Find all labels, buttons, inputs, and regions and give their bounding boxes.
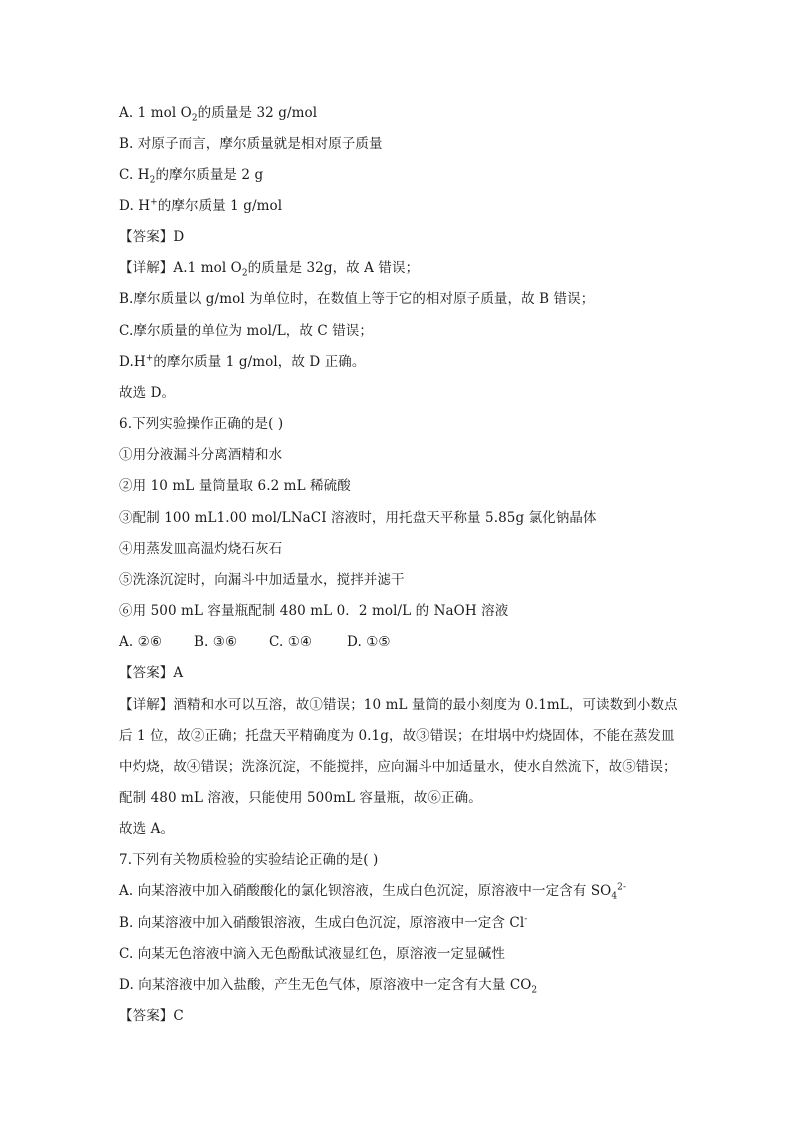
superscript: 2- — [617, 882, 627, 893]
q5-option-c — [119, 166, 263, 184]
subscript: 2 — [191, 113, 198, 124]
q6-conclusion: 故选 A。 — [119, 821, 175, 837]
q6-stem: 6.下列实验操作正确的是( ) — [119, 416, 284, 432]
subscript: 4 — [611, 891, 618, 902]
text: D. 向某溶液中加入盐酸，产生无色气体，原溶液中一定含有大量 CO — [119, 977, 532, 993]
q7-stem: 7.下列有关物质检验的实验结论正确的是( ) — [119, 852, 379, 868]
q6-detail-3: 中灼烧，故④错误；洗涤沉淀，不能搅拌，应向漏斗中加适量水，使水自然流下，故⑤错误； — [119, 759, 677, 775]
text: A. 1 mol O — [119, 105, 192, 121]
q5-detail-3: C.摩尔质量的单位为 mol/L，故 C 错误； — [119, 323, 374, 339]
q7-option-a — [119, 882, 626, 900]
text: 的质量是 32 g/mol — [197, 105, 318, 121]
superscript: - — [524, 914, 528, 925]
q5-option-d — [119, 197, 282, 215]
q6-item-1: ①用分液漏斗分离酒精和水 — [119, 447, 283, 463]
text: 的摩尔质量 1 g/mol，故 D 正确。 — [153, 354, 366, 370]
q5-detail-2: B.摩尔质量以 g/mol 为单位时，在数值上等于它的相对原子质量，故 B 错误； — [119, 291, 595, 307]
q6-option-d: D. ①⑤ — [347, 634, 391, 650]
q6-detail-2: 后 1 位，故②正确；托盘天平精确度为 0.1g，故③错误；在坩埚中灼烧固体，不能在蒸发皿 — [119, 728, 675, 744]
q6-item-6: ⑥用 500 mL 容量瓶配制 480 mL 0．2 mol/L 的 NaOH 溶液 — [119, 603, 509, 619]
superscript: + — [150, 197, 158, 208]
text: 的质量是 32g，故 A 错误； — [247, 260, 420, 276]
q6-item-4: ④用蒸发皿高温灼烧石灰石 — [119, 541, 283, 557]
q5-conclusion: 故选 D。 — [119, 385, 176, 401]
q6-option-a: A. ②⑥ — [119, 634, 163, 650]
text: 【详解】A.1 mol O — [119, 260, 242, 276]
text: 的摩尔质量是 2 g — [155, 167, 264, 183]
superscript: + — [145, 353, 154, 364]
q5-detail-4 — [119, 353, 366, 371]
q7-option-c: C. 向某无色溶液中滴入无色酚酞试液显红色，原溶液一定显碱性 — [119, 946, 505, 962]
subscript: 2 — [149, 175, 156, 186]
q6-item-3: ③配制 100 mL1.00 mol/LNaCI 溶液时，用托盘天平称量 5.85g 氯化钠晶体 — [119, 510, 597, 526]
q6-item-5: ⑤洗涤沉淀时，向漏斗中加适量水，搅拌并滤干 — [119, 572, 405, 588]
q5-option-a — [119, 104, 317, 122]
q6-answer: 【答案】A — [119, 665, 184, 681]
q6-detail-4: 配制 480 mL 溶液，只能使用 500mL 容量瓶，故⑥正确。 — [119, 790, 482, 806]
q6-option-c: C. ①④ — [269, 634, 313, 650]
q5-answer: 【答案】D — [119, 229, 185, 245]
q6-option-b: B. ③⑥ — [194, 634, 238, 650]
q6-options — [119, 633, 391, 651]
text: A. 向某溶液中加入硝酸酸化的氯化钡溶液，生成白色沉淀，原溶液中一定含有 SO — [119, 883, 612, 899]
text: D.H — [119, 354, 146, 370]
q7-option-b — [119, 914, 527, 932]
q5-option-b: B. 对原子而言，摩尔质量就是相对原子质量 — [119, 136, 383, 152]
text: D. H — [119, 198, 151, 214]
q6-detail-1: 【详解】酒精和水可以互溶，故①错误；10 mL 量筒的最小刻度为 0.1mL，可读数到小数点 — [119, 697, 678, 713]
q6-item-2: ②用 10 mL 量筒量取 6.2 mL 稀硫酸 — [119, 478, 351, 494]
text: C. H — [119, 167, 150, 183]
text: B. 向某溶液中加入硝酸银溶液，生成白色沉淀，原溶液中一定含 Cl — [119, 915, 525, 931]
q7-answer: 【答案】C — [119, 1008, 184, 1024]
q7-option-d — [119, 976, 537, 994]
q5-detail-1 — [119, 259, 419, 277]
subscript: 2 — [531, 985, 538, 996]
text: 的摩尔质量 1 g/mol — [157, 198, 283, 214]
subscript: 2 — [241, 268, 248, 279]
